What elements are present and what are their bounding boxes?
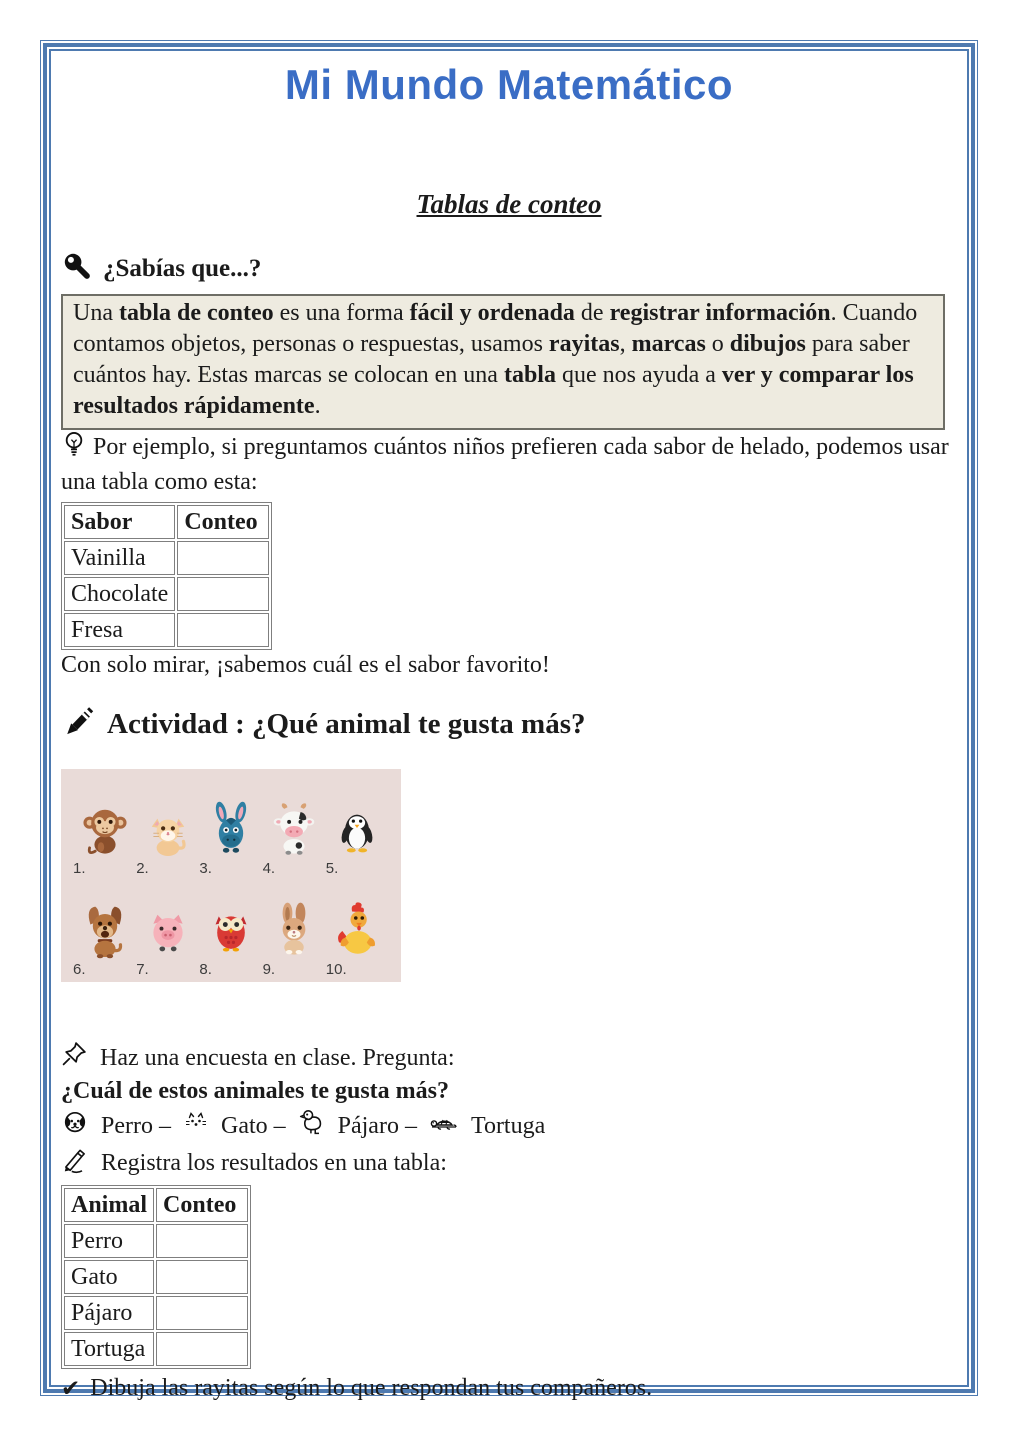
activity-heading-label: Actividad : ¿Qué animal te gusta más?: [107, 707, 586, 740]
turtle-icon: [429, 1108, 459, 1144]
animal-number: 9.: [262, 961, 276, 979]
animal-penguin: [326, 775, 389, 877]
row-label: Gato: [64, 1260, 154, 1294]
option-label: Pájaro –: [337, 1112, 417, 1139]
magnifier-icon: [61, 250, 91, 287]
column-header: Sabor: [64, 505, 175, 539]
survey-intro: [61, 1040, 957, 1076]
animal-table: [61, 1185, 251, 1369]
animal-number: 4.: [262, 859, 276, 877]
page-title: Mi Mundo Matemático: [284, 61, 734, 108]
bird-icon: [298, 1107, 326, 1145]
column-header: Conteo: [156, 1188, 248, 1222]
register-text: Registra los resultados en una tabla:: [101, 1150, 447, 1177]
register-line: [61, 1145, 957, 1182]
example-intro-text: Por ejemplo, si preguntamos cuántos niños prefieren cada sabor de helado, podemos usar una tabla como esta:: [61, 434, 949, 496]
option-label: Tortuga: [470, 1112, 546, 1139]
tally-cell: [156, 1224, 248, 1258]
table-row: [64, 1260, 248, 1294]
animal-number: 10.: [325, 961, 347, 979]
column-header: Conteo: [177, 505, 269, 539]
pencil-icon: [61, 703, 95, 745]
pushpin-icon: [61, 1040, 88, 1076]
table-row: [64, 1224, 248, 1258]
animal-dog: [73, 877, 136, 979]
animal-number: 2.: [136, 859, 149, 877]
writing-hand-icon: [61, 1145, 89, 1182]
subtitle: Tablas de conteo: [416, 189, 602, 220]
tally-cell: [177, 541, 269, 575]
row-label: Pájaro: [64, 1296, 154, 1330]
worksheet-content: [49, 49, 969, 1402]
tally-cell: [156, 1260, 248, 1294]
tally-cell: [177, 577, 269, 611]
animal-number: 7.: [136, 961, 149, 979]
row-label: Fresa: [64, 613, 175, 647]
page-border-mid: [43, 43, 975, 1402]
animal-number: 6.: [73, 961, 86, 979]
footer-line: [61, 1375, 957, 1402]
info-box: Una tabla de conteo es una forma fácil y ordenada de registrar información. Cuando contamos objetos, personas o respuestas, usamos rayitas, marcas o dibujos para saber cuántos hay. Estas marcas se colocan en una tabla que nos ayuda a ver y comparar los resultados rápidamente.: [61, 294, 945, 430]
example-outro: Con solo mirar, ¡sabemos cuál es el sabor favorito!: [61, 652, 550, 679]
animal-cow: [263, 775, 326, 877]
option-label: Perro –: [101, 1112, 171, 1139]
check-icon: ✔: [61, 1375, 81, 1402]
survey-intro-text: Haz una encuesta en clase. Pregunta:: [100, 1044, 455, 1071]
options-line: [61, 1107, 957, 1145]
tally-cell: [156, 1296, 248, 1330]
animal-number: 3.: [199, 859, 212, 877]
animal-monkey: [73, 775, 136, 877]
animals-image: [61, 769, 401, 982]
sabias-heading: [61, 250, 957, 287]
column-header: Animal: [64, 1188, 154, 1222]
dog-icon: [61, 1107, 89, 1145]
tally-cell: [177, 613, 269, 647]
animal-donkey: [199, 775, 262, 877]
flavor-table: [61, 502, 272, 650]
animal-pig: [136, 877, 199, 979]
table-row: [64, 1296, 248, 1330]
table-row: [64, 541, 269, 575]
option-label: Gato –: [220, 1112, 286, 1139]
row-label: Tortuga: [64, 1332, 154, 1366]
animal-owl: [199, 877, 262, 979]
row-label: Chocolate: [64, 577, 175, 611]
footer-text: Dibuja las rayitas según lo que respondan tus compañeros.: [90, 1375, 653, 1402]
cat-icon: [183, 1108, 209, 1144]
animal-chicken: [326, 877, 389, 979]
animal-number: 5.: [325, 859, 339, 877]
animal-number: 1.: [73, 859, 86, 877]
table-row: [64, 613, 269, 647]
row-label: Vainilla: [64, 541, 175, 575]
animal-number: 8.: [199, 961, 212, 979]
example-intro: [61, 430, 961, 498]
survey-question: ¿Cuál de estos animales te gusta más?: [61, 1078, 449, 1105]
table-row: [64, 1332, 248, 1366]
lightbulb-icon: [61, 430, 87, 467]
activity-heading: [61, 703, 957, 745]
page-border-frame: [40, 40, 978, 1402]
animal-rabbit: [263, 877, 326, 979]
table-row: [64, 577, 269, 611]
tally-cell: [156, 1332, 248, 1366]
sabias-heading-label: ¿Sabías que...?: [103, 254, 262, 282]
row-label: Perro: [64, 1224, 154, 1258]
animal-cat: [136, 775, 199, 877]
